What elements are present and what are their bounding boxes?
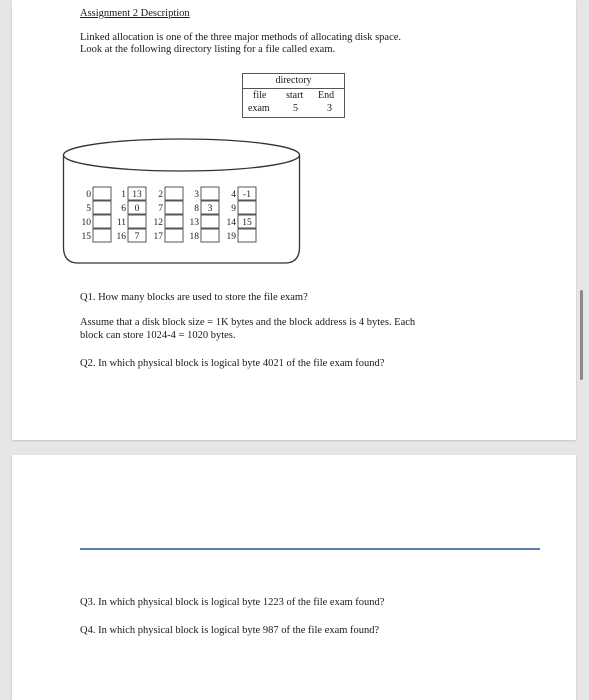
disk-block-box — [93, 201, 111, 214]
assumption-line-1: Assume that a disk block size = 1K bytes and the block address is 4 bytes. Each — [80, 317, 416, 328]
assumption-line-2: block can store 1024-4 = 1020 bytes. — [80, 330, 236, 341]
disk-block-pointer: 7 — [134, 232, 140, 242]
disk-block-number: 11 — [116, 218, 126, 228]
disk-block-pointer: 0 — [134, 204, 140, 214]
disk-diagram — [62, 135, 301, 265]
disk-block-box — [165, 229, 183, 242]
directory-cell-start: 5 — [293, 103, 298, 114]
disk-block-pointer: 15 — [242, 218, 252, 228]
directory-title: directory — [275, 75, 312, 86]
document-page-1 — [12, 0, 576, 440]
question-4: Q4. In which physical block is logical byte 987 of the file exam found? — [80, 625, 380, 636]
question-2: Q2. In which physical block is logical byte 4021 of the file exam found? — [80, 358, 385, 369]
directory-header-end: End — [318, 90, 335, 101]
disk-block-pointer: 13 — [132, 190, 142, 200]
disk-block-number: 0 — [86, 190, 91, 200]
disk-block-number: 4 — [231, 190, 236, 200]
disk-block-box — [238, 201, 256, 214]
disk-block-number: 13 — [189, 218, 199, 228]
disk-block-box — [165, 215, 183, 228]
directory-cell-end: 3 — [327, 103, 332, 114]
disk-cylinder-top — [64, 139, 300, 171]
directory-table — [242, 73, 345, 118]
disk-block-number: 14 — [226, 218, 236, 228]
disk-block-number: 15 — [81, 232, 91, 242]
disk-block-box — [128, 215, 146, 228]
disk-block-box — [93, 187, 111, 200]
document-page-2 — [12, 455, 576, 700]
disk-block-number: 17 — [153, 232, 163, 242]
directory-divider — [243, 88, 344, 89]
disk-block-number: 16 — [116, 232, 126, 242]
disk-block-box — [93, 229, 111, 242]
assignment-title: Assignment 2 Description — [80, 8, 190, 19]
disk-block-box — [201, 215, 219, 228]
disk-block-box — [93, 215, 111, 228]
disk-block-number: 1 — [121, 190, 126, 200]
disk-block-box — [165, 187, 183, 200]
disk-block-number: 6 — [121, 204, 126, 214]
disk-block-number: 8 — [194, 204, 199, 214]
intro-line-1: Linked allocation is one of the three major methods of allocating disk space. — [80, 32, 402, 43]
disk-block-number: 3 — [194, 190, 199, 200]
directory-cell-file: exam — [248, 103, 270, 114]
scrollbar[interactable] — [580, 290, 583, 380]
disk-block-number: 7 — [158, 204, 163, 214]
disk-block-number: 12 — [153, 218, 163, 228]
disk-block-number: 5 — [86, 204, 91, 214]
disk-block-number: 10 — [81, 218, 91, 228]
disk-block-box — [165, 201, 183, 214]
disk-block-pointer: 3 — [207, 204, 213, 214]
disk-block-box — [201, 229, 219, 242]
disk-block-box — [238, 229, 256, 242]
question-1: Q1. How many blocks are used to store the file exam? — [80, 292, 308, 303]
intro-line-2: Look at the following directory listing for a file called exam. — [80, 44, 336, 55]
horizontal-rule — [80, 548, 540, 550]
disk-block-number: 9 — [231, 204, 236, 214]
question-3: Q3. In which physical block is logical byte 1223 of the file exam found? — [80, 597, 385, 608]
disk-block-box — [201, 187, 219, 200]
disk-block-number: 19 — [226, 232, 236, 242]
disk-block-number: 18 — [189, 232, 199, 242]
directory-header-file: file — [253, 90, 267, 101]
disk-block-number: 2 — [158, 190, 163, 200]
disk-block-pointer: -1 — [243, 190, 251, 200]
directory-header-start: start — [286, 90, 304, 101]
